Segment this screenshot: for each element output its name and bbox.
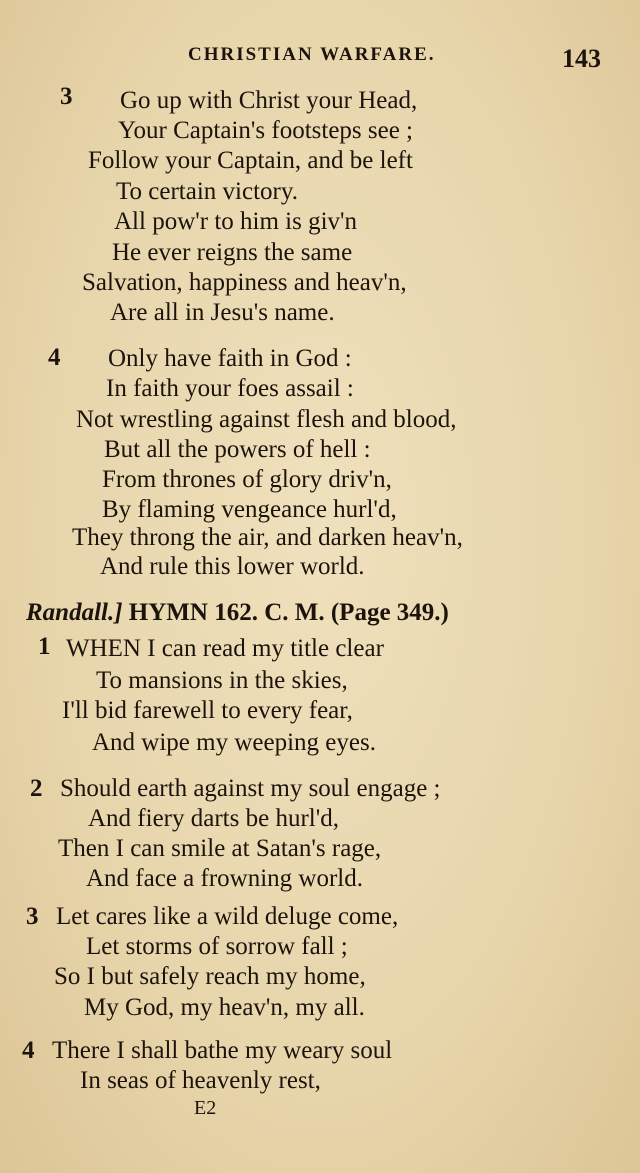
verse-line: Follow your Captain, and be left — [88, 147, 413, 174]
verse-line: To certain victory. — [116, 178, 298, 205]
verse-line: Let cares like a wild deluge come, — [56, 903, 399, 930]
tune-name: Randall.] — [26, 599, 123, 626]
verse-line: Salvation, happiness and heav'n, — [82, 269, 407, 296]
verse-line: I'll bid farewell to every fear, — [62, 697, 353, 724]
verse-line: Let storms of sorrow fall ; — [86, 933, 348, 960]
stanza-number: 1 — [38, 633, 51, 660]
page-number: 143 — [562, 44, 601, 73]
signature-mark: E2 — [194, 1097, 217, 1119]
verse-line: So I but safely reach my home, — [54, 963, 366, 990]
verse-line: Your Captain's footsteps see ; — [118, 117, 414, 144]
hymn-title: HYMN 162. — [128, 599, 258, 626]
hymn-meter: C. M. — [264, 599, 325, 626]
verse-line: They throng the air, and darken heav'n, — [72, 524, 463, 551]
verse-line: By flaming vengeance hurl'd, — [102, 496, 397, 523]
verse-line: And fiery darts be hurl'd, — [88, 805, 339, 832]
hymn-heading — [26, 598, 449, 628]
verse-line: All pow'r to him is giv'n — [114, 208, 358, 235]
verse-line: WHEN I can read my title clear — [66, 635, 384, 662]
stanza-number: 3 — [26, 903, 39, 930]
verse-line: In seas of heavenly rest, — [80, 1067, 321, 1094]
verse-line: Not wrestling against flesh and blood, — [76, 406, 457, 433]
running-head: CHRISTIAN WARFARE. — [188, 44, 436, 65]
verse-line: My God, my heav'n, my all. — [84, 994, 365, 1021]
verse-line: Go up with Christ your Head, — [120, 87, 418, 114]
verse-line: But all the powers of hell : — [104, 436, 371, 463]
verse-line: And face a frowning world. — [86, 865, 363, 892]
stanza-number: 2 — [30, 775, 43, 802]
verse-line: Should earth against my soul engage ; — [60, 775, 441, 802]
stanza-number: 4 — [22, 1037, 35, 1064]
stanza-number: 3 — [60, 83, 73, 110]
stanza-number: 4 — [48, 344, 61, 371]
verse-line: Then I can smile at Satan's rage, — [58, 835, 382, 862]
verse-line: And wipe my weeping eyes. — [92, 729, 376, 756]
verse-line: Only have faith in God : — [108, 345, 352, 372]
verse-line: He ever reigns the same — [112, 239, 353, 266]
verse-line: There I shall bathe my weary soul — [52, 1037, 393, 1064]
page-reference: (Page 349.) — [330, 599, 449, 626]
verse-line: Are all in Jesu's name. — [110, 299, 335, 326]
verse-line: And rule this lower world. — [100, 553, 365, 580]
verse-line: From thrones of glory driv'n, — [102, 466, 392, 493]
verse-line: To mansions in the skies, — [96, 667, 348, 694]
verse-line: In faith your foes assail : — [106, 375, 354, 402]
